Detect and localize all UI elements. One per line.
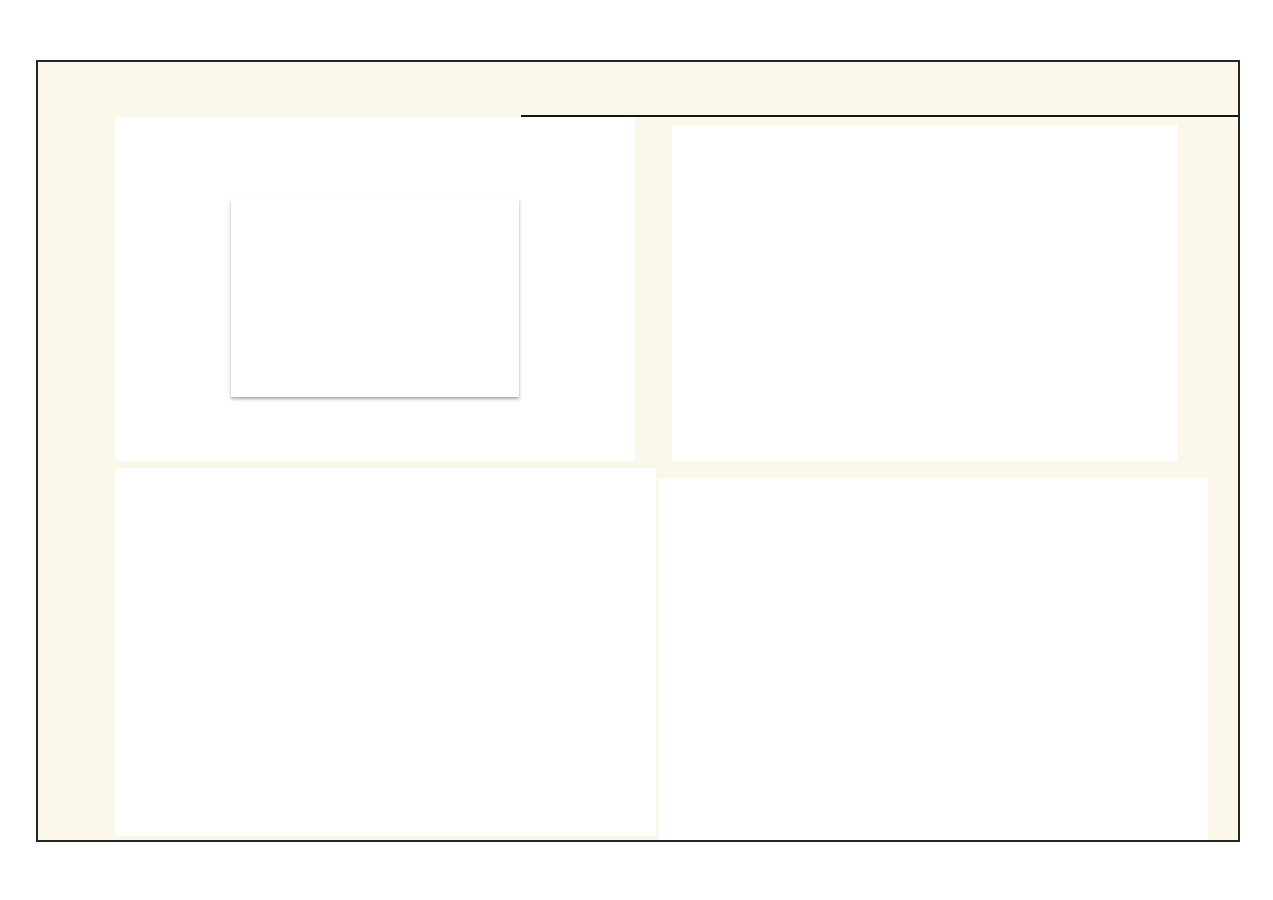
heading-rule [521,115,1240,118]
hat-of-hats-photo [713,670,913,813]
quilt-photo [950,491,1150,634]
money-photo [950,670,1150,813]
discovery-panel [672,125,1178,461]
hat-turtle-diagram-image [818,187,1033,397]
renditions-gallery-panel [658,478,1208,852]
kite-of-kites-photo [207,548,563,788]
hat-tiling-image [231,199,519,397]
contest-panel [115,468,656,836]
cookies-photo [713,491,913,634]
einstein-intro-panel [115,117,635,461]
